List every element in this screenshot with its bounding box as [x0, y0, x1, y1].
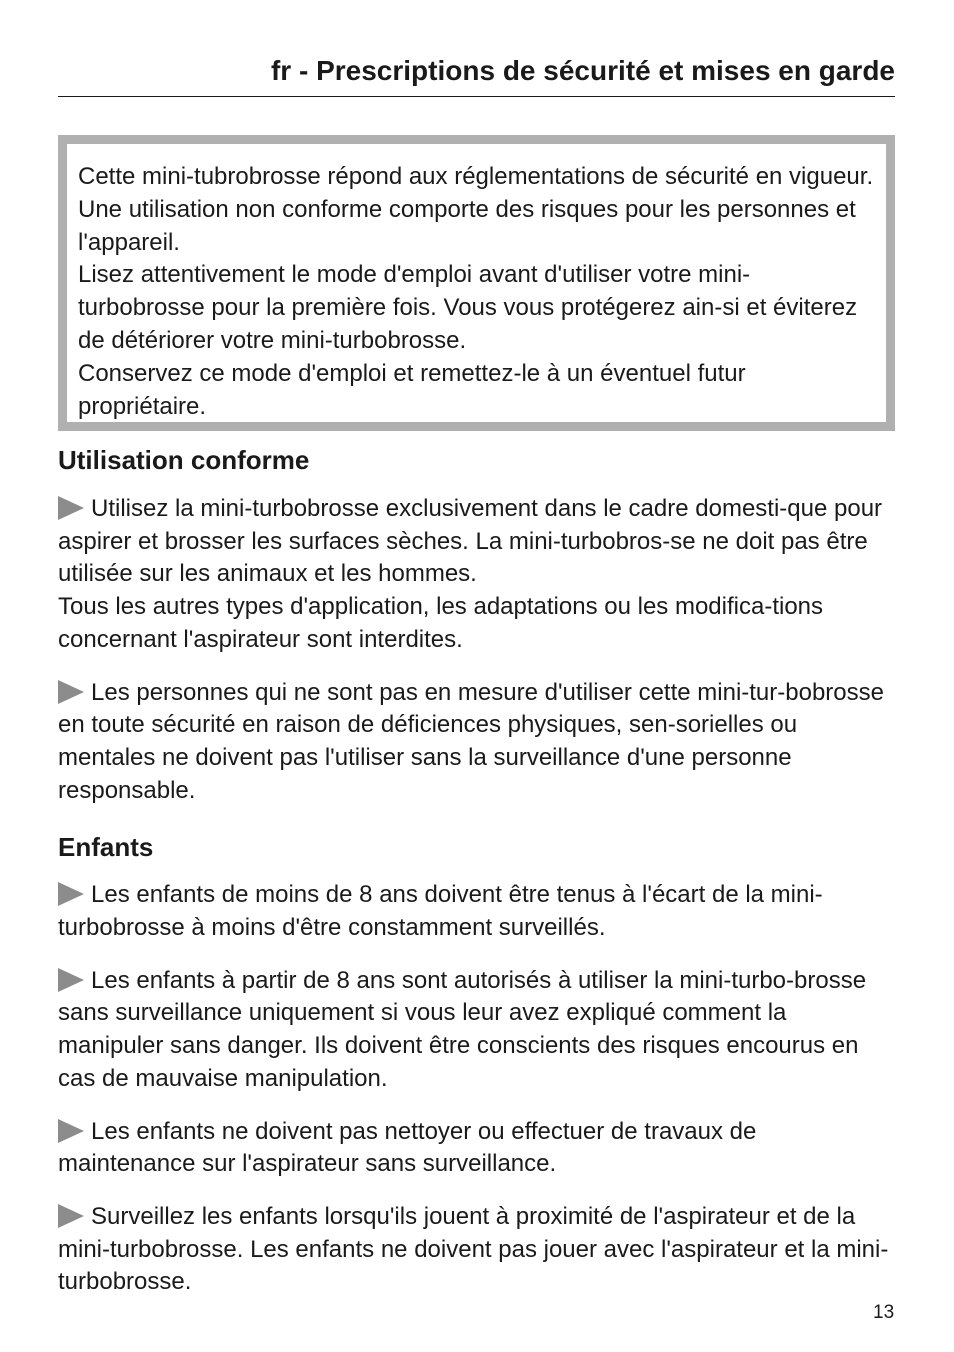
bullet-text: Les personnes qui ne sont pas en mesure d'utiliser cette mini-tur-bobrosse en toute sécurité en raison de déficiences physiques, sen-sorielles ou mentales ne doivent pas l'utiliser sans la surveillance d'une personne responsable. [58, 678, 884, 804]
triangle-bullet-icon [58, 1204, 84, 1228]
bullet-paragraph [58, 1201, 898, 1299]
bullet-text: Les enfants de moins de 8 ans doivent être tenus à l'écart de la mini-turbobrosse à moins d'être constamment surveillés. [58, 881, 823, 942]
safety-notice-content [67, 144, 886, 422]
triangle-bullet-icon [58, 968, 84, 992]
bullet-paragraph [58, 677, 898, 808]
section-heading-enfants: Enfants [58, 832, 154, 863]
continuation-paragraph: Tous les autres types d'application, les adaptations ou les modifica-tions concernant l'aspirateur sont interdites. [58, 593, 824, 653]
triangle-bullet-icon [58, 496, 84, 520]
page-number: 13 [873, 1302, 895, 1323]
bullet-text: Utilisez la mini-turbobrosse exclusivement dans le cadre domesti-que pour aspirer et brosser les surfaces sèches. La mini-turbobros-se ne doit pas être utilisée sur les animaux et les hommes. [58, 495, 883, 588]
bullet-paragraph [58, 1116, 898, 1181]
page-header: fr - Prescriptions de sécurité et mises en garde [270, 55, 895, 86]
bullet-paragraph [58, 965, 898, 1096]
notice-paragraph: Conservez ce mode d'emploi et remettez-le à un éventuel futur propriétaire. [78, 359, 746, 420]
triangle-bullet-icon [58, 680, 84, 704]
notice-paragraph: Cette mini-tubrobrosse répond aux réglementations de sécurité en vigueur. Une utilisation non conforme comporte des risques pour les personnes et l'appareil. [78, 163, 874, 256]
bullet-text: Surveillez les enfants lorsqu'ils jouent à proximité de l'aspirateur et de la mini-turbobrosse. Les enfants ne doivent pas jouer avec l'aspirateur et la mini-turbobrosse. [58, 1202, 889, 1296]
notice-paragraph: Lisez attentivement le mode d'emploi avant d'utiliser votre mini-turbobrosse pour la première fois. Vous vous protégerez ain-si et éviterez de détériorer votre mini-turbobrosse. [78, 261, 858, 354]
bullet-text: Les enfants ne doivent pas nettoyer ou effectuer de travaux de maintenance sur l'aspirateur sans surveillance. [58, 1117, 757, 1178]
main-content [58, 440, 898, 1299]
triangle-bullet-icon [58, 1119, 84, 1143]
header-divider [58, 96, 895, 97]
triangle-bullet-icon [58, 882, 84, 906]
bullet-text: Les enfants à partir de 8 ans sont autorisés à utiliser la mini-turbo-brosse sans surveillance uniquement si vous leur avez expliqué comment la manipuler sans danger. Ils doivent être conscients des risques encourus en cas de mauvaise manipulation. [58, 966, 867, 1092]
section-heading-utilisation-conforme: Utilisation conforme [58, 445, 310, 475]
safety-notice-box [58, 135, 895, 431]
bullet-paragraph [58, 493, 898, 591]
bullet-paragraph [58, 879, 898, 944]
